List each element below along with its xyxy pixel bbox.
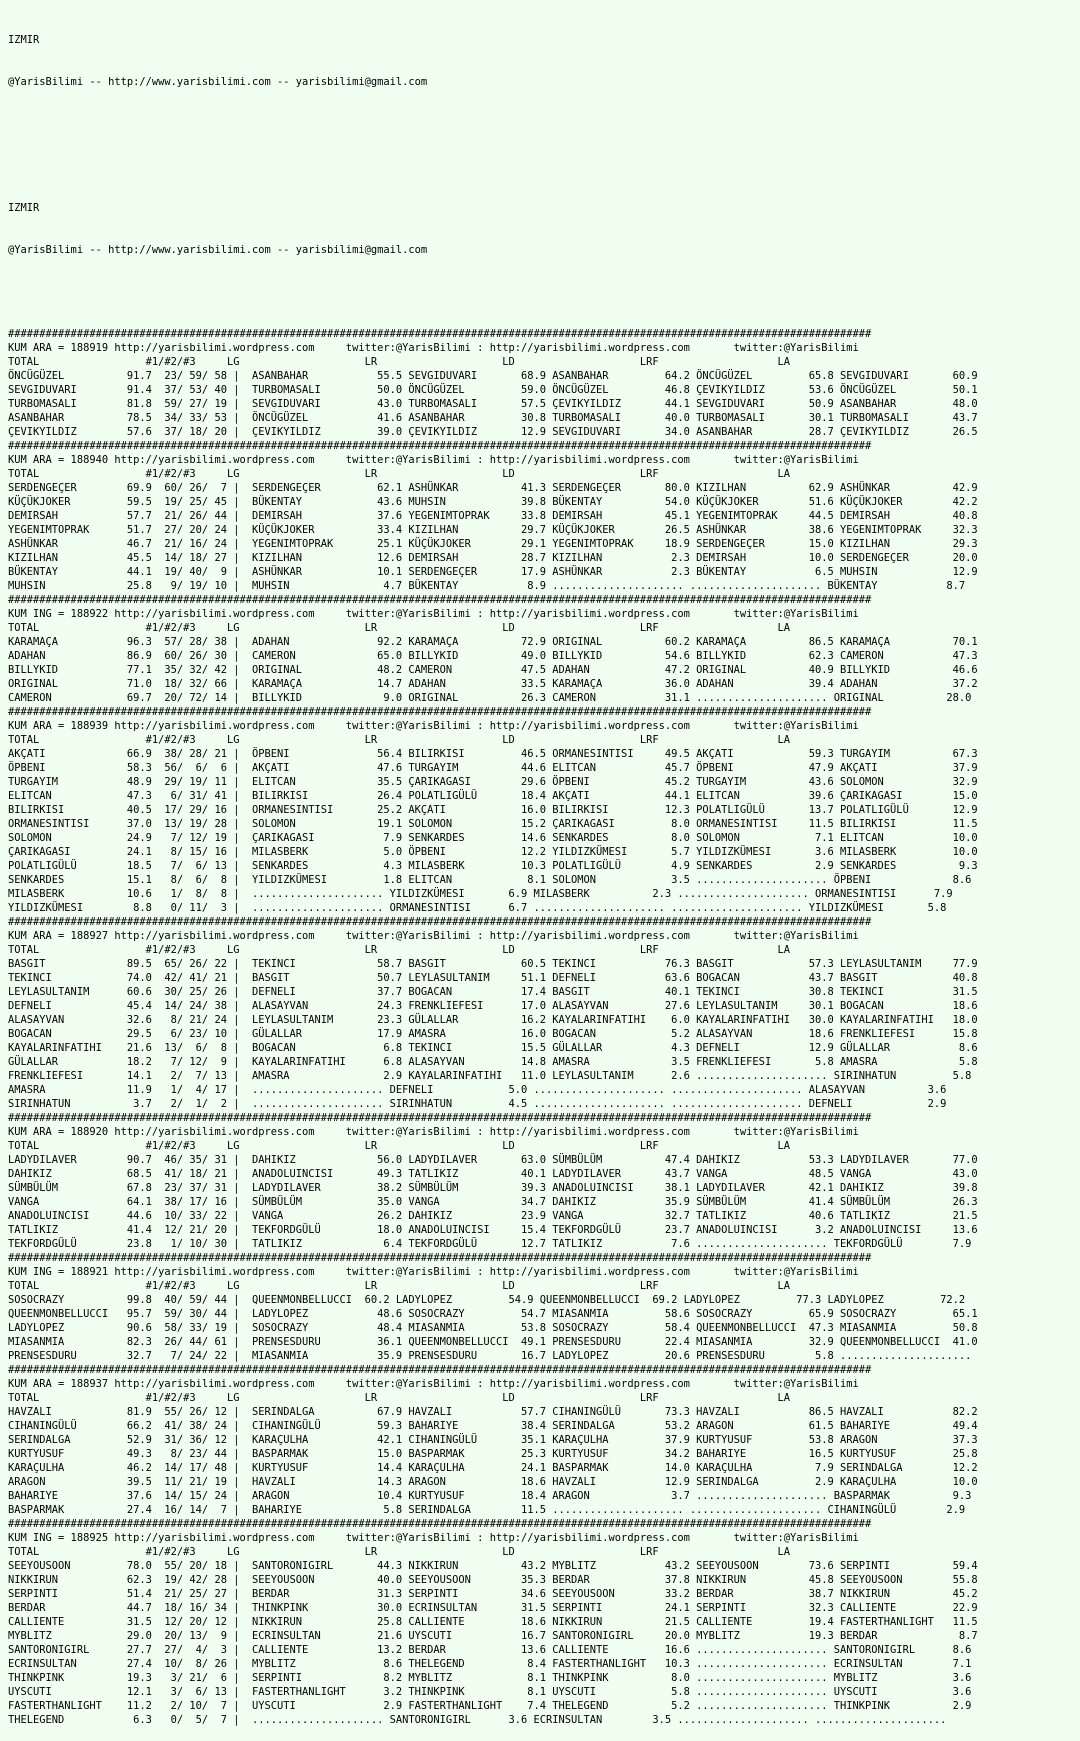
separator-line: ########################################################################################################################################## (8, 1112, 872, 1124)
race-block (8, 439, 1080, 593)
table-row: BÜKENTAY 44.1 19/ 40/ 9 | ASHÜNKAR 10.1 SERDENGEÇER 17.9 ASHÜNKAR 2.3 BÜKENTAY 6.5 MUHSIN 12.9 (8, 566, 978, 578)
table-row: TATLIKIZ 41.4 12/ 21/ 20 | TEKFORDGÜLÜ 18.0 ANADOLUINCISI 15.4 TEKFORDGÜLÜ 23.7 ANADOLUINCISI 3.2 ANADOLUINCISI 13.6 (8, 1224, 978, 1236)
table-row: ÇARIKAGASI 24.1 8/ 15/ 16 | MILASBERK 5.0 ÖPBENI 12.2 YILDIZKÜMESI 5.7 YILDIZKÜMESI 3.6 MILASBERK 10.0 (8, 846, 978, 858)
table-row: TURBOMASALI 81.8 59/ 27/ 19 | SEVGIDUVARI 43.0 TURBOMASALI 57.5 ÇEVIKYILDIZ 44.1 SEVGIDUVARI 50.9 ASANBAHAR 48.0 (8, 398, 978, 410)
table-row: TURGAYIM 48.9 29/ 19/ 11 | ELITCAN 35.5 ÇARIKAGASI 29.6 ÖPBENI 45.2 TURGAYIM 43.6 SOLOMON 32.9 (8, 776, 978, 788)
column-headers: TOTAL #1/#2/#3 LG LR LD LRF LA (8, 734, 790, 746)
race-title: KUM ING = 188925 http://yarisbilimi.wordpress.com twitter:@YarisBilimi : http://yarisbilimi.wordpress.com twitter:@YarisBilimi (8, 1532, 859, 1544)
table-row: KIZILHAN 45.5 14/ 18/ 27 | KIZILHAN 12.6 DEMIRSAH 28.7 KIZILHAN 2.3 DEMIRSAH 10.0 SERDENGEÇER 20.0 (8, 552, 978, 564)
table-row: ORIGINAL 71.0 18/ 32/ 66 | KARAMAÇA 14.7 ADAHAN 33.5 KARAMAÇA 36.0 ADAHAN 39.4 ADAHAN 37.2 (8, 678, 978, 690)
blank-line (8, 159, 1080, 173)
separator-line: ########################################################################################################################################## (8, 706, 872, 718)
column-headers: TOTAL #1/#2/#3 LG LR LD LRF LA (8, 356, 790, 368)
table-row: GÜLALLAR 18.2 7/ 12/ 9 | KAYALARINFATIHI 6.8 ALASAYVAN 14.8 AMASRA 3.5 FRENKLIEFESI 5.8 AMASRA 5.8 (8, 1056, 978, 1068)
table-row: AKÇATI 66.9 38/ 28/ 21 | ÖPBENI 56.4 BILIRKISI 46.5 ORMANESINTISI 49.5 AKÇATI 59.3 TURGAYIM 67.3 (8, 748, 978, 760)
table-row: ÖPBENI 58.3 56/ 6/ 6 | AKÇATI 47.6 TURGAYIM 44.6 ELITCAN 45.7 ÖPBENI 47.9 AKÇATI 37.9 (8, 762, 978, 774)
table-row: ARAGON 39.5 11/ 21/ 19 | HAVZALI 14.3 ARAGON 18.6 HAVZALI 12.9 SERINDALGA 2.9 KARAÇULHA 10.0 (8, 1476, 978, 1488)
race-block (8, 327, 1080, 439)
table-row: KÜÇÜKJOKER 59.5 19/ 25/ 45 | BÜKENTAY 43.6 MUHSIN 39.8 BÜKENTAY 54.0 KÜÇÜKJOKER 51.6 KÜÇÜKJOKER 42.2 (8, 496, 978, 508)
table-row: QUEENMONBELLUCCI 95.7 59/ 30/ 44 | LADYLOPEZ 48.6 SOSOCRAZY 54.7 MIASANMIA 58.6 SOSOCRAZY 65.9 SOSOCRAZY 65.1 (8, 1308, 978, 1320)
table-row: CALLIENTE 31.5 12/ 20/ 12 | NIKKIRUN 25.8 CALLIENTE 18.6 NIKKIRUN 21.5 CALLIENTE 19.4 FASTERTHANLIGHT 11.5 (8, 1616, 978, 1628)
table-row: TEKFORDGÜLÜ 23.8 1/ 10/ 30 | TATLIKIZ 6.4 TEKFORDGÜLÜ 12.7 TATLIKIZ 7.6 ..................... TEKFORDGÜLÜ 7.9 (8, 1238, 972, 1250)
table-row: KARAMAÇA 96.3 57/ 28/ 38 | ADAHAN 92.2 KARAMAÇA 72.9 ORIGINAL 60.2 KARAMAÇA 86.5 KARAMAÇA 70.1 (8, 636, 978, 648)
separator-line: ########################################################################################################################################## (8, 594, 872, 606)
column-headers: TOTAL #1/#2/#3 LG LR LD LRF LA (8, 1140, 790, 1152)
race-title: KUM ARA = 188937 http://yarisbilimi.wordpress.com twitter:@YarisBilimi : http://yarisbilimi.wordpress.com twitter:@YarisBilimi (8, 1378, 859, 1390)
table-row: BERDAR 44.7 18/ 16/ 34 | THINKPINK 30.0 ECRINSULTAN 31.5 SERPINTI 24.1 SERPINTI 32.3 CALLIENTE 22.9 (8, 1602, 978, 1614)
table-row: PRENSESDURU 32.7 7/ 24/ 22 | MIASANMIA 35.9 PRENSESDURU 16.7 LADYLOPEZ 20.6 PRENSESDURU 5.8 ..................... (8, 1350, 972, 1362)
table-row: ADAHAN 86.9 60/ 26/ 30 | CAMERON 65.0 BILLYKID 49.0 BILLYKID 54.6 BILLYKID 62.3 CAMERON 47.3 (8, 650, 978, 662)
race-title: KUM ING = 188921 http://yarisbilimi.wordpress.com twitter:@YarisBilimi : http://yarisbilimi.wordpress.com twitter:@YarisBilimi (8, 1266, 859, 1278)
table-row: BOGACAN 29.5 6/ 23/ 10 | GÜLALLAR 17.9 AMASRA 16.0 BOGACAN 5.2 ALASAYVAN 18.6 FRENKLIEFESI 15.8 (8, 1028, 978, 1040)
separator-line: ########################################################################################################################################## (8, 1518, 872, 1530)
table-row: UYSCUTI 12.1 3/ 6/ 13 | FASTERTHANLIGHT 3.2 THINKPINK 8.1 UYSCUTI 5.8 ..................... UYSCUTI 3.6 (8, 1686, 972, 1698)
table-row: TEKINCI 74.0 42/ 41/ 21 | BASGIT 50.7 LEYLASULTANIM 51.1 DEFNELI 63.6 BOGACAN 43.7 BASGIT 40.8 (8, 972, 978, 984)
column-headers: TOTAL #1/#2/#3 LG LR LD LRF LA (8, 1546, 790, 1558)
table-row: SÜMBÜLÜM 67.8 23/ 37/ 31 | LADYDILAVER 38.2 SÜMBÜLÜM 39.3 ANADOLUINCISI 38.1 LADYDILAVER 42.1 DAHIKIZ 39.8 (8, 1182, 978, 1194)
table-row: BAHARIYE 37.6 14/ 15/ 24 | ARAGON 10.4 KURTYUSUF 18.4 ARAGON 3.7 ..................... BASPARMAK 9.3 (8, 1490, 972, 1502)
separator-line: ########################################################################################################################################## (8, 1364, 872, 1376)
table-row: SOLOMON 24.9 7/ 12/ 19 | ÇARIKAGASI 7.9 SENKARDES 14.6 SENKARDES 8.0 SOLOMON 7.1 ELITCAN 10.0 (8, 832, 978, 844)
race-block (8, 1517, 1080, 1727)
contact-line-repeat: @YarisBilimi -- http://www.yarisbilimi.com -- yarisbilimi@gmail.com (8, 244, 428, 256)
table-row: MYBLITZ 29.0 20/ 13/ 9 | ECRINSULTAN 21.6 UYSCUTI 16.7 SANTORONIGIRL 20.0 MYBLITZ 19.3 BERDAR 8.7 (8, 1630, 978, 1642)
table-row: MIASANMIA 82.3 26/ 44/ 61 | PRENSESDURU 36.1 QUEENMONBELLUCCI 49.1 PRENSESDURU 22.4 MIASANMIA 32.9 QUEENMONBELLUCCI 41.0 (8, 1336, 978, 1348)
table-row: ECRINSULTAN 27.4 10/ 8/ 26 | MYBLITZ 8.6 THELEGEND 8.4 FASTERTHANLIGHT 10.3 ..................... ECRINSULTAN 7.1 (8, 1658, 972, 1670)
race-block (8, 915, 1080, 1111)
table-row: ALASAYVAN 32.6 8/ 21/ 24 | LEYLASULTANIM 23.3 GÜLALLAR 16.2 KAYALARINFATIHI 6.0 KAYALARINFATIHI 30.0 KAYALARINFATIHI 18.0 (8, 1014, 978, 1026)
table-row: MILASBERK 10.6 1/ 8/ 8 | ..................... YILDIZKÜMESI 6.9 MILASBERK 2.3 ..................... ORMANESINTISI 7.9 (8, 888, 953, 900)
table-row: CIHANINGÜLÜ 66.2 41/ 38/ 24 | CIHANINGÜLÜ 59.3 BAHARIYE 38.4 SERINDALGA 53.2 ARAGON 61.5 BAHARIYE 49.4 (8, 1420, 978, 1432)
race-title: KUM ARA = 188940 http://yarisbilimi.wordpress.com twitter:@YarisBilimi : http://yarisbilimi.wordpress.com twitter:@YarisBilimi (8, 454, 859, 466)
race-block (8, 593, 1080, 705)
table-row: KAYALARINFATIHI 21.6 13/ 6/ 8 | BOGACAN 6.8 TEKINCI 15.5 GÜLALLAR 4.3 DEFNELI 12.9 GÜLALLAR 8.6 (8, 1042, 978, 1054)
table-row: SANTORONIGIRL 27.7 27/ 4/ 3 | CALLIENTE 13.2 BERDAR 13.6 CALLIENTE 16.6 ..................... SANTORONIGIRL 8.6 (8, 1644, 972, 1656)
table-row: BASGIT 89.5 65/ 26/ 22 | TEKINCI 58.7 BASGIT 60.5 TEKINCI 76.3 BASGIT 57.3 LEYLASULTANIM 77.9 (8, 958, 978, 970)
table-row: ASHÜNKAR 46.7 21/ 16/ 24 | YEGENIMTOPRAK 25.1 KÜÇÜKJOKER 29.1 YEGENIMTOPRAK 18.9 SERDENGEÇER 15.0 KIZILHAN 29.3 (8, 538, 978, 550)
table-row: YEGENIMTOPRAK 51.7 27/ 20/ 24 | KÜÇÜKJOKER 33.4 KIZILHAN 29.7 KÜÇÜKJOKER 26.5 ASHÜNKAR 38.6 YEGENIMTOPRAK 32.3 (8, 524, 978, 536)
column-headers: TOTAL #1/#2/#3 LG LR LD LRF LA (8, 622, 790, 634)
blank-line (8, 285, 1080, 299)
table-row: NIKKIRUN 62.3 19/ 42/ 28 | SEEYOUSOON 40.0 SEEYOUSOON 35.3 BERDAR 37.8 NIKKIRUN 45.8 SEEYOUSOON 55.8 (8, 1574, 978, 1586)
table-row: LADYLOPEZ 90.6 58/ 33/ 19 | SOSOCRAZY 48.4 MIASANMIA 53.8 SOSOCRAZY 58.4 QUEENMONBELLUCCI 47.3 MIASANMIA 50.8 (8, 1322, 978, 1334)
table-row: FRENKLIEFESI 14.1 2/ 7/ 13 | AMASRA 2.9 KAYALARINFATIHI 11.0 LEYLASULTANIM 2.6 ..................... SIRINHATUN 5.8 (8, 1070, 972, 1082)
race-block (8, 705, 1080, 915)
separator-line: ########################################################################################################################################## (8, 440, 872, 452)
table-row: ÇEVIKYILDIZ 57.6 37/ 18/ 20 | ÇEVIKYILDIZ 39.0 ÇEVIKYILDIZ 12.9 SEVGIDUVARI 34.0 ASANBAHAR 28.7 ÇEVIKYILDIZ 26.5 (8, 426, 978, 438)
table-row: SERPINTI 51.4 21/ 25/ 27 | BERDAR 31.3 SERPINTI 34.6 SEEYOUSOON 33.2 BERDAR 38.7 NIKKIRUN 45.2 (8, 1588, 978, 1600)
table-row: LADYDILAVER 90.7 46/ 35/ 31 | DAHIKIZ 56.0 LADYDILAVER 63.0 SÜMBÜLÜM 47.4 DAHIKIZ 53.3 LADYDILAVER 77.0 (8, 1154, 978, 1166)
table-row: AMASRA 11.9 1/ 4/ 17 | ..................... DEFNELI 5.0 ..................... ..................... ALASAYVAN 3.6 (8, 1084, 947, 1096)
table-row: MUHSIN 25.8 9/ 19/ 10 | MUHSIN 4.7 BÜKENTAY 8.9 ..................... ..................... BÜKENTAY 8.7 (8, 580, 966, 592)
contact-line: @YarisBilimi -- http://www.yarisbilimi.com -- yarisbilimi@gmail.com (8, 76, 428, 88)
table-row: KURTYUSUF 49.3 8/ 23/ 44 | BASPARMAK 15.0 BASPARMAK 25.3 KURTYUSUF 34.2 BAHARIYE 16.5 KURTYUSUF 25.8 (8, 1448, 978, 1460)
separator-line: ########################################################################################################################################## (8, 1252, 872, 1264)
table-row: KARAÇULHA 46.2 14/ 17/ 48 | KURTYUSUF 14.4 KARAÇULHA 24.1 BASPARMAK 14.0 KARAÇULHA 7.9 SERINDALGA 12.2 (8, 1462, 978, 1474)
separator-line: ########################################################################################################################################## (8, 916, 872, 928)
table-row: CAMERON 69.7 20/ 72/ 14 | BILLYKID 9.0 ORIGINAL 26.3 CAMERON 31.1 ..................... ORIGINAL 28.0 (8, 692, 972, 704)
separator-line: ########################################################################################################################################## (8, 328, 872, 340)
table-row: HAVZALI 81.9 55/ 26/ 12 | SERINDALGA 67.9 HAVZALI 57.7 CIHANINGÜLÜ 73.3 HAVZALI 86.5 HAVZALI 82.2 (8, 1406, 978, 1418)
race-title: KUM ARA = 188939 http://yarisbilimi.wordpress.com twitter:@YarisBilimi : http://yarisbilimi.wordpress.com twitter:@YarisBilimi (8, 720, 859, 732)
table-row: THELEGEND 6.3 0/ 5/ 7 | ..................... SANTORONIGIRL 3.6 ECRINSULTAN 3.5 ..................... ..................... (8, 1714, 947, 1726)
table-row: ÖNCÜGÜZEL 91.7 23/ 59/ 58 | ASANBAHAR 55.5 SEVGIDUVARI 68.9 ASANBAHAR 64.2 ÖNCÜGÜZEL 65.8 SEVGIDUVARI 60.9 (8, 370, 978, 382)
table-row: DEFNELI 45.4 14/ 24/ 38 | ALASAYVAN 24.3 FRENKLIEFESI 17.0 ALASAYVAN 27.6 LEYLASULTANIM 30.1 BOGACAN 18.6 (8, 1000, 978, 1012)
table-row: SERINDALGA 52.9 31/ 36/ 12 | KARAÇULHA 42.1 CIHANINGÜLÜ 35.1 KARAÇULHA 37.9 KURTYUSUF 53.8 ARAGON 37.3 (8, 1434, 978, 1446)
column-headers: TOTAL #1/#2/#3 LG LR LD LRF LA (8, 944, 790, 956)
table-row: BILLYKID 77.1 35/ 32/ 42 | ORIGINAL 48.2 CAMERON 47.5 ADAHAN 47.2 ORIGINAL 40.9 BILLYKID 46.6 (8, 664, 978, 676)
race-title: KUM ING = 188922 http://yarisbilimi.wordpress.com twitter:@YarisBilimi : http://yarisbilimi.wordpress.com twitter:@YarisBilimi (8, 608, 859, 620)
column-headers: TOTAL #1/#2/#3 LG LR LD LRF LA (8, 1280, 790, 1292)
race-title: KUM ARA = 188927 http://yarisbilimi.wordpress.com twitter:@YarisBilimi : http://yarisbilimi.wordpress.com twitter:@YarisBilimi (8, 930, 859, 942)
table-row: FASTERTHANLIGHT 11.2 2/ 10/ 7 | UYSCUTI 2.9 FASTERTHANLIGHT 7.4 THELEGEND 5.2 ..................... THINKPINK 2.9 (8, 1700, 972, 1712)
table-row: SIRINHATUN 3.7 2/ 1/ 2 | ..................... SIRINHATUN 4.5 ..................... ..................... DEFNELI 2.9 (8, 1098, 947, 1110)
table-row: YILDIZKÜMESI 8.8 0/ 11/ 3 | ..................... ORMANESINTISI 6.7 ..................... ..................... YILDIZKÜMESI 5.8 (8, 902, 947, 914)
column-headers: TOTAL #1/#2/#3 LG LR LD LRF LA (8, 1392, 790, 1404)
page-title-repeat: IZMIR (8, 202, 40, 214)
table-row: DAHIKIZ 68.5 41/ 18/ 21 | ANADOLUINCISI 49.3 TATLIKIZ 40.1 LADYDILAVER 43.7 VANGA 48.5 VANGA 43.0 (8, 1168, 978, 1180)
table-row: SERDENGEÇER 69.9 60/ 26/ 7 | SERDENGEÇER 62.1 ASHÜNKAR 41.3 SERDENGEÇER 80.0 KIZILHAN 62.9 ASHÜNKAR 42.9 (8, 482, 978, 494)
table-row: POLATLIGÜLÜ 18.5 7/ 6/ 13 | SENKARDES 4.3 MILASBERK 10.3 POLATLIGÜLÜ 4.9 SENKARDES 2.9 SENKARDES 9.3 (8, 860, 978, 872)
table-row: BILIRKISI 40.5 17/ 29/ 16 | ORMANESINTISI 25.2 AKÇATI 16.0 BILIRKISI 12.3 POLATLIGÜLÜ 13.7 POLATLIGÜLÜ 12.9 (8, 804, 978, 816)
page-title: IZMIR (8, 34, 40, 46)
table-row: SOSOCRAZY 99.8 40/ 59/ 44 | QUEENMONBELLUCCI 60.2 LADYLOPEZ 54.9 QUEENMONBELLUCCI 69.2 LADYLOPEZ 77.3 LADYLOPEZ 72.2 (8, 1294, 966, 1306)
race-title: KUM ARA = 188920 http://yarisbilimi.wordpress.com twitter:@YarisBilimi : http://yarisbilimi.wordpress.com twitter:@YarisBilimi (8, 1126, 859, 1138)
table-row: SEVGIDUVARI 91.4 37/ 53/ 40 | TURBOMASALI 50.0 ÖNCÜGÜZEL 59.0 ÖNCÜGÜZEL 46.8 ÇEVIKYILDIZ 53.6 ÖNCÜGÜZEL 50.1 (8, 384, 978, 396)
race-title: KUM ARA = 188919 http://yarisbilimi.wordpress.com twitter:@YarisBilimi : http://yarisbilimi.wordpress.com twitter:@YarisBilimi (8, 342, 859, 354)
race-block (8, 1363, 1080, 1517)
blank-line (8, 117, 1080, 131)
race-block (8, 1251, 1080, 1363)
table-row: ANADOLUINCISI 44.6 10/ 33/ 22 | VANGA 26.2 DAHIKIZ 23.9 VANGA 32.7 TATLIKIZ 40.6 TATLIKIZ 21.5 (8, 1210, 978, 1222)
table-row: LEYLASULTANIM 60.6 30/ 25/ 26 | DEFNELI 37.7 BOGACAN 17.4 BASGIT 40.1 TEKINCI 30.8 TEKINCI 31.5 (8, 986, 978, 998)
table-row: ASANBAHAR 78.5 34/ 33/ 53 | ÖNCÜGÜZEL 41.6 ASANBAHAR 30.8 TURBOMASALI 40.0 TURBOMASALI 30.1 TURBOMASALI 43.7 (8, 412, 978, 424)
table-row: SEEYOUSOON 78.0 55/ 20/ 18 | SANTORONIGIRL 44.3 NIKKIRUN 43.2 MYBLITZ 43.2 SEEYOUSOON 73.6 SERPINTI 59.4 (8, 1560, 978, 1572)
table-row: ELITCAN 47.3 6/ 31/ 41 | BILIRKISI 26.4 POLATLIGÜLÜ 18.4 AKÇATI 44.1 ELITCAN 39.6 ÇARIKAGASI 15.0 (8, 790, 978, 802)
race-tables (8, 327, 1080, 1727)
table-row: VANGA 64.1 38/ 17/ 16 | SÜMBÜLÜM 35.0 VANGA 34.7 DAHIKIZ 35.9 SÜMBÜLÜM 41.4 SÜMBÜLÜM 26.3 (8, 1196, 978, 1208)
column-headers: TOTAL #1/#2/#3 LG LR LD LRF LA (8, 468, 790, 480)
table-row: SENKARDES 15.1 8/ 6/ 8 | YILDIZKÜMESI 1.8 ELITCAN 8.1 SOLOMON 3.5 ..................... ÖPBENI 8.6 (8, 874, 972, 886)
table-row: BASPARMAK 27.4 16/ 14/ 7 | BAHARIYE 5.8 SERINDALGA 11.5 ..................... ..................... CIHANINGÜLÜ 2.9 (8, 1504, 966, 1516)
race-block (8, 1111, 1080, 1251)
table-row: THINKPINK 19.3 3/ 21/ 6 | SERPINTI 8.2 MYBLITZ 8.1 THINKPINK 8.0 ..................... MYBLITZ 3.6 (8, 1672, 972, 1684)
table-row: DEMIRSAH 57.7 21/ 26/ 44 | DEMIRSAH 37.6 YEGENIMTOPRAK 33.8 DEMIRSAH 45.1 YEGENIMTOPRAK 44.5 DEMIRSAH 40.8 (8, 510, 978, 522)
table-row: ORMANESINTISI 37.0 13/ 19/ 28 | SOLOMON 19.1 SOLOMON 15.2 ÇARIKAGASI 8.0 ORMANESINTISI 11.5 BILIRKISI 11.5 (8, 818, 978, 830)
